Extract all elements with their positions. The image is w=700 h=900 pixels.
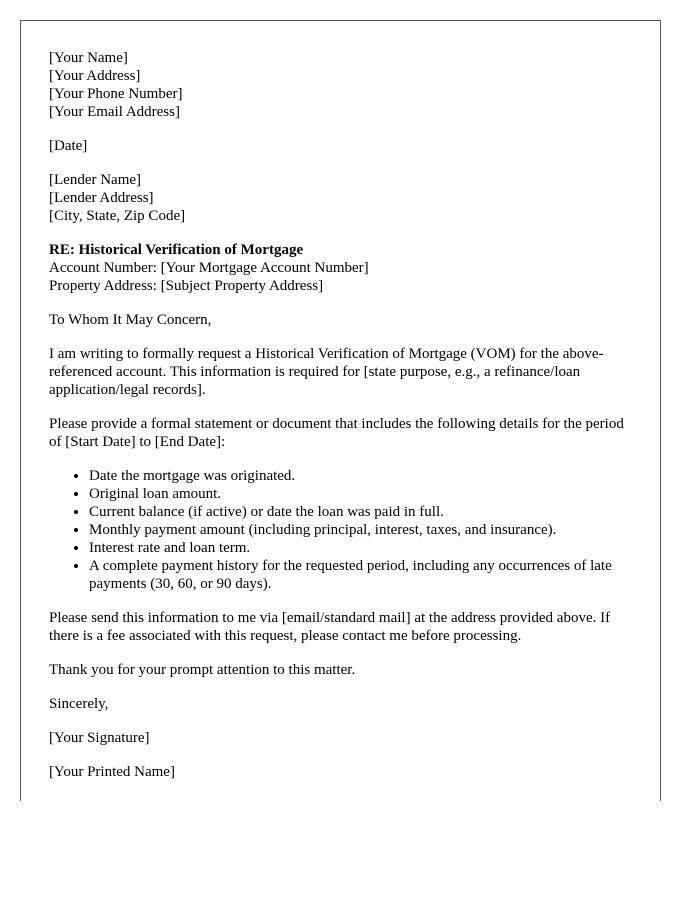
sender-name: [Your Name]: [49, 50, 128, 66]
list-item: • Current balance (if active) or date the loan was paid in full.: [89, 503, 639, 521]
letter-content: [49, 49, 639, 797]
sender-address: [Your Address]: [49, 68, 141, 84]
list-item: • A complete payment history for the requested period, including any occurrences of late payments (30, 60, or 90 days).: [89, 557, 639, 593]
request-paragraph: Please provide a formal statement or document that includes the following details for the period of [Start Date] to [End Date]:: [49, 416, 624, 450]
re-line: RE: Historical Verification of Mortgage: [49, 242, 304, 258]
list-item: • Original loan amount.: [89, 485, 639, 503]
salutation: To Whom It May Concern,: [49, 312, 212, 328]
letter-page: [20, 20, 661, 801]
details-list: [49, 467, 639, 593]
list-item: • Monthly payment amount (including principal, interest, taxes, and insurance).: [89, 521, 639, 539]
lender-address: [Lender Address]: [49, 190, 154, 206]
sender-email: [Your Email Address]: [49, 104, 180, 120]
letter-date: [Date]: [49, 138, 88, 154]
list-item: • Interest rate and loan term.: [89, 539, 639, 557]
account-number: Account Number: [Your Mortgage Account Number]: [49, 260, 369, 276]
date-block: [49, 137, 639, 155]
recipient-block: [49, 171, 639, 225]
signature-placeholder: [Your Signature]: [49, 730, 150, 746]
list-item: • Date the mortgage was originated.: [89, 467, 639, 485]
intro-paragraph: I am writing to formally request a Historical Verification of Mortgage (VOM) for the above-referenced account. This information is required for [state purpose, e.g., a refinance/loan application/legal records].: [49, 346, 604, 398]
property-address: Property Address: [Subject Property Address]: [49, 278, 324, 294]
sender-phone: [Your Phone Number]: [49, 86, 183, 102]
printed-name: [Your Printed Name]: [49, 764, 175, 780]
lender-name: [Lender Name]: [49, 172, 142, 188]
closing: Sincerely,: [49, 696, 109, 712]
lender-city-state-zip: [City, State, Zip Code]: [49, 208, 186, 224]
thanks-paragraph: Thank you for your prompt attention to this matter.: [49, 662, 356, 678]
sender-block: [49, 49, 639, 121]
subject-block: [49, 241, 639, 295]
delivery-paragraph: Please send this information to me via [email/standard mail] at the address provided above. If there is a fee associated with this request, please contact me before processing.: [49, 610, 611, 644]
